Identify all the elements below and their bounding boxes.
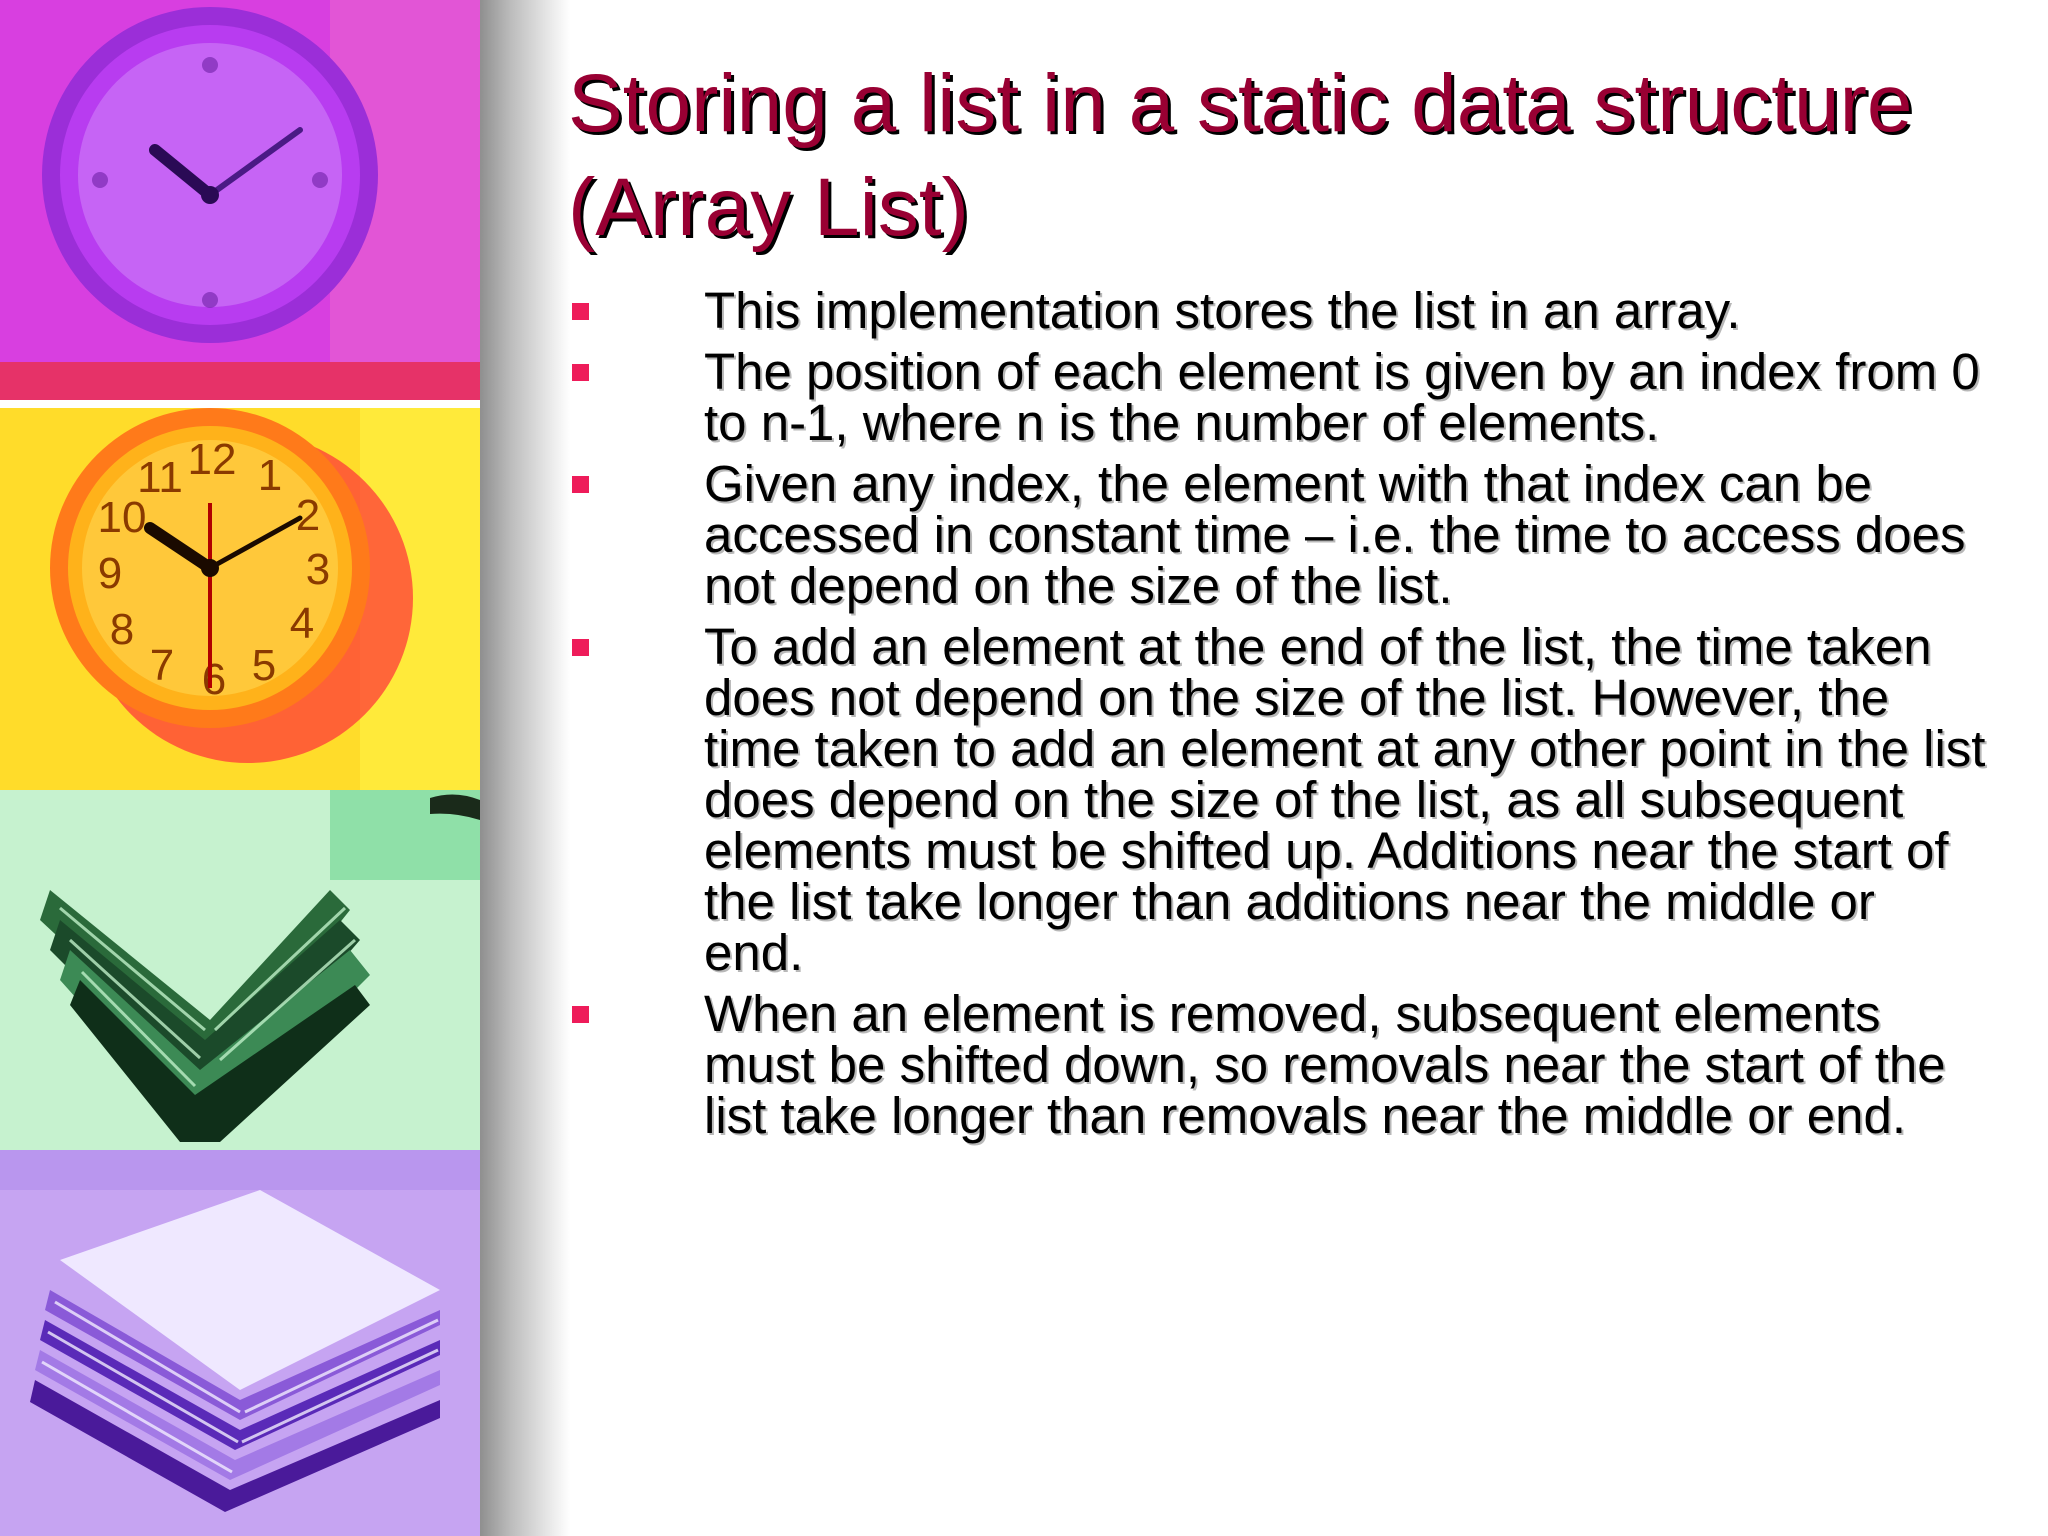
clock-numeral-11: 11 (137, 453, 183, 502)
clock-numeral-8: 8 (109, 605, 135, 654)
purple-papers-image (0, 1150, 480, 1536)
square-bullet-icon (572, 476, 589, 493)
clock-numeral-1: 1 (257, 451, 283, 500)
clock-numeral-2: 2 (295, 491, 321, 540)
square-bullet-icon (572, 639, 589, 656)
square-bullet-icon (572, 303, 589, 320)
pink-band (0, 362, 480, 400)
bullet-item (568, 343, 1988, 451)
slide-title: Storing a list in a static data structure (Array List) (568, 58, 1913, 253)
shadow-strip (480, 0, 570, 1536)
green-papers-image (0, 790, 480, 1150)
clock-numeral-12: 12 (187, 435, 237, 484)
bullet-item (568, 618, 1988, 981)
bullet-item (568, 455, 1988, 614)
clock-numeral-5: 5 (251, 641, 277, 690)
clock-numeral-6: 6 (201, 655, 227, 704)
clock-numeral-9: 9 (97, 549, 123, 598)
clock-numeral-4: 4 (289, 599, 315, 648)
clock-numeral-3: 3 (305, 545, 331, 594)
clock-numeral-10: 10 (97, 493, 147, 542)
bullet-text: Given any index, the element with that index can be accessed in constant time – i.e. the time to access does not depend on the size of the list. (704, 455, 1966, 614)
bullet-list (568, 282, 1988, 1151)
square-bullet-icon (572, 364, 589, 381)
square-bullet-icon (572, 1006, 589, 1023)
bullet-text: When an element is removed, subsequent elements must be shifted down, so removals near the start of the list take longer than removals near the middle or end. (704, 985, 1946, 1144)
bullet-text: To add an element at the end of the list, the time taken does not depend on the size of the list. However, the time taken to add an element at any other point in the list does depend on the size of the list, as all subsequent elements must be shifted up. Additions near the start of the list take longer than additions near the middle or end. (704, 618, 1986, 981)
magenta-clock-image (0, 0, 480, 400)
bullet-text: The position of each element is given by an index from 0 to n-1, where n is the number of elements. (704, 343, 1980, 451)
bullet-item (568, 282, 1988, 339)
clock-numeral-7: 7 (149, 641, 175, 690)
bullet-item (568, 985, 1988, 1144)
orange-clock-image (0, 408, 480, 790)
bullet-text: This implementation stores the list in an array. (704, 282, 1741, 339)
